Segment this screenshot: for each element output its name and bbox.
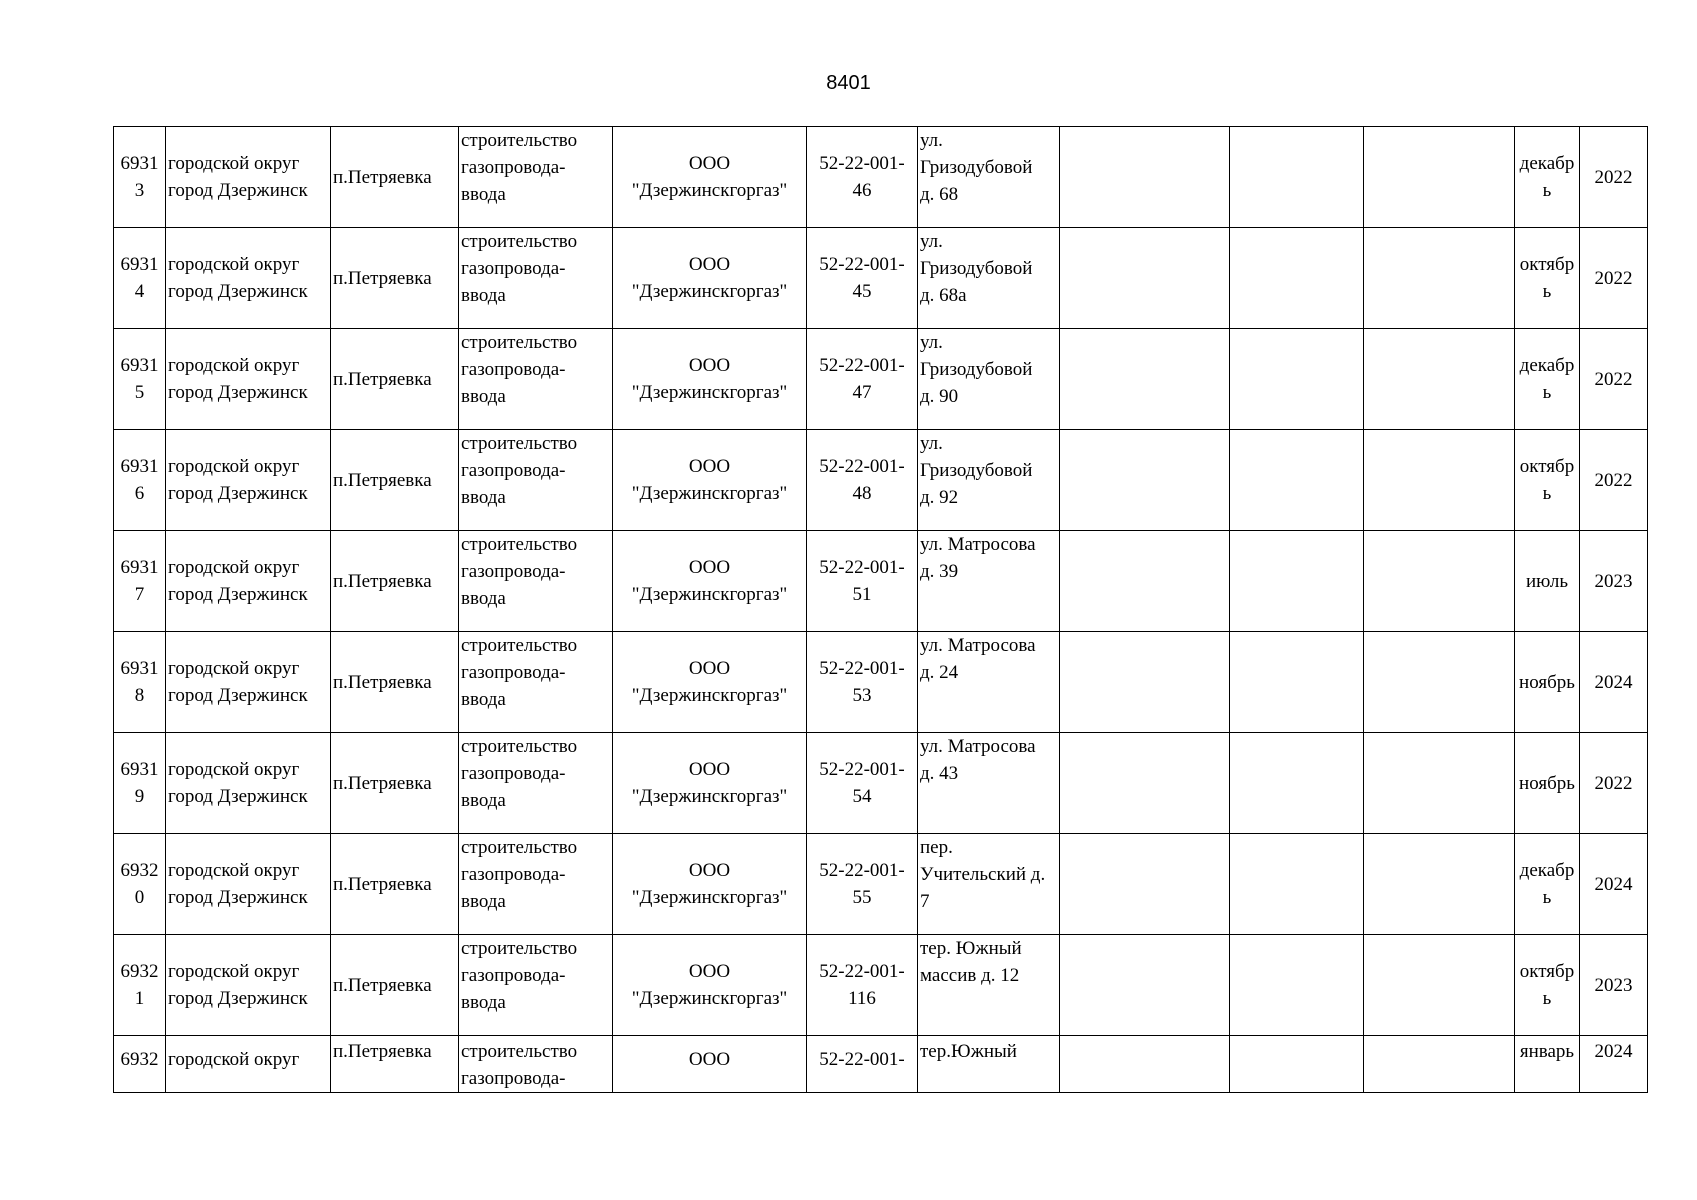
municipal-district-cell <box>166 531 331 632</box>
row-number-cell <box>114 632 166 733</box>
empty-cell-9-cell <box>1230 733 1364 834</box>
empty-cell-10-cell <box>1364 228 1515 329</box>
empty-cell-10-cell <box>1364 127 1515 228</box>
address: ул. Матросова д. 24 <box>920 635 1036 683</box>
empty-cell-10-cell <box>1364 1036 1515 1093</box>
address: ул. Гризодубовой д. 68 <box>920 130 1033 205</box>
organization-cell <box>613 127 807 228</box>
completion-month: январь <box>1519 1041 1575 1062</box>
row-number-cell <box>114 1036 166 1093</box>
work-type-cell <box>459 935 613 1036</box>
empty-cell-8-cell <box>1060 430 1230 531</box>
object-code-cell <box>807 127 918 228</box>
municipal-district-cell <box>166 329 331 430</box>
row-number: 6931 5 <box>120 355 159 403</box>
row-number: 6931 6 <box>120 456 159 504</box>
completion-month: июль <box>1525 570 1569 592</box>
completion-year: 2024 <box>1594 671 1633 693</box>
row-number: 6932 <box>120 1049 159 1070</box>
work-type-cell <box>459 1036 613 1093</box>
completion-month: ноябрь <box>1519 772 1575 794</box>
row-number: 6931 7 <box>120 557 159 605</box>
work-type-cell <box>459 329 613 430</box>
completion-year: 2022 <box>1594 368 1633 390</box>
empty-cell-8-cell <box>1060 733 1230 834</box>
address: ул. Матросова д. 39 <box>920 534 1036 582</box>
work-type-cell <box>459 834 613 935</box>
empty-cell-8-cell <box>1060 228 1230 329</box>
organization-cell <box>613 329 807 430</box>
completion-month-cell <box>1515 834 1580 935</box>
completion-month-cell <box>1515 733 1580 834</box>
completion-month: декабр ь <box>1519 153 1575 201</box>
municipal-district: городской округ город Дзержинск <box>168 254 308 302</box>
locality: п.Петряевка <box>333 267 432 289</box>
organization-cell <box>613 632 807 733</box>
work-type-cell <box>459 531 613 632</box>
organization: ООО "Дзержинскгоргаз" <box>631 759 788 807</box>
empty-cell-8-cell <box>1060 1036 1230 1093</box>
work-type: строительство газопровода- ввода <box>461 938 578 1013</box>
row-number-cell <box>114 228 166 329</box>
object-code: 52-22-001- 116 <box>819 961 905 1009</box>
organization-cell <box>613 834 807 935</box>
row-number: 6931 4 <box>120 254 159 302</box>
completion-year-cell <box>1580 935 1648 1036</box>
work-type: строительство газопровода- ввода <box>461 332 578 407</box>
address-cell <box>918 935 1060 1036</box>
completion-year-cell <box>1580 1036 1648 1093</box>
object-code-cell <box>807 632 918 733</box>
organization: ООО "Дзержинскгоргаз" <box>631 355 788 403</box>
address: пер. Учительский д. 7 <box>920 837 1046 912</box>
organization-cell <box>613 531 807 632</box>
object-code-cell <box>807 733 918 834</box>
address: ул. Матросова д. 43 <box>920 736 1036 784</box>
row-number: 6931 9 <box>120 759 159 807</box>
work-type: строительство газопровода- <box>461 1041 578 1089</box>
table-row <box>114 228 1648 329</box>
municipal-district-cell <box>166 430 331 531</box>
completion-year-cell <box>1580 733 1648 834</box>
municipal-district: городской округ город Дзержинск <box>168 153 308 201</box>
empty-cell-9-cell <box>1230 531 1364 632</box>
object-code: 52-22-001- <box>819 1049 905 1070</box>
locality: п.Петряевка <box>333 570 432 592</box>
locality: п.Петряевка <box>333 873 432 895</box>
empty-cell-10-cell <box>1364 733 1515 834</box>
locality: п.Петряевка <box>333 1041 432 1062</box>
organization: ООО "Дзержинскгоргаз" <box>631 254 788 302</box>
row-number: 6931 8 <box>120 658 159 706</box>
organization: ООО "Дзержинскгоргаз" <box>631 456 788 504</box>
municipal-district-cell <box>166 127 331 228</box>
object-code-cell <box>807 228 918 329</box>
empty-cell-10-cell <box>1364 834 1515 935</box>
row-number-cell <box>114 127 166 228</box>
address: тер. Южный массив д. 12 <box>920 938 1022 986</box>
empty-cell-8-cell <box>1060 531 1230 632</box>
empty-cell-9-cell <box>1230 329 1364 430</box>
completion-year-cell <box>1580 228 1648 329</box>
locality-cell <box>331 935 459 1036</box>
municipal-district-cell <box>166 935 331 1036</box>
municipal-district-cell <box>166 632 331 733</box>
locality: п.Петряевка <box>333 671 432 693</box>
completion-month: октябр ь <box>1519 961 1575 1009</box>
completion-month-cell <box>1515 127 1580 228</box>
address-cell <box>918 733 1060 834</box>
object-code: 52-22-001- 45 <box>819 254 905 302</box>
page-number: 8401 <box>826 72 871 94</box>
empty-cell-9-cell <box>1230 1036 1364 1093</box>
locality: п.Петряевка <box>333 974 432 996</box>
work-type: строительство газопровода- ввода <box>461 837 578 912</box>
address-cell <box>918 1036 1060 1093</box>
empty-cell-8-cell <box>1060 834 1230 935</box>
municipal-district: городской округ город Дзержинск <box>168 355 308 403</box>
table-row <box>114 430 1648 531</box>
row-number-cell <box>114 430 166 531</box>
object-code-cell <box>807 531 918 632</box>
empty-cell-9-cell <box>1230 127 1364 228</box>
empty-cell-9-cell <box>1230 834 1364 935</box>
empty-cell-10-cell <box>1364 935 1515 1036</box>
registry-table <box>113 126 1648 1093</box>
organization: ООО <box>688 1049 731 1070</box>
work-type-cell <box>459 632 613 733</box>
completion-month: декабр ь <box>1519 860 1575 908</box>
object-code: 52-22-001- 47 <box>819 355 905 403</box>
table-row <box>114 632 1648 733</box>
municipal-district-cell <box>166 1036 331 1093</box>
object-code: 52-22-001- 55 <box>819 860 905 908</box>
work-type: строительство газопровода- ввода <box>461 736 578 811</box>
completion-month-cell <box>1515 1036 1580 1093</box>
address-cell <box>918 430 1060 531</box>
object-code: 52-22-001- 54 <box>819 759 905 807</box>
municipal-district: городской округ город Дзержинск <box>168 961 308 1009</box>
completion-year: 2024 <box>1594 873 1633 895</box>
row-number-cell <box>114 733 166 834</box>
empty-cell-8-cell <box>1060 127 1230 228</box>
table-row <box>114 834 1648 935</box>
organization: ООО "Дзержинскгоргаз" <box>631 860 788 908</box>
locality: п.Петряевка <box>333 772 432 794</box>
completion-month: декабр ь <box>1519 355 1575 403</box>
organization-cell <box>613 430 807 531</box>
completion-year-cell <box>1580 632 1648 733</box>
locality-cell <box>331 1036 459 1093</box>
address-cell <box>918 228 1060 329</box>
organization-cell <box>613 733 807 834</box>
row-number-cell <box>114 935 166 1036</box>
locality-cell <box>331 228 459 329</box>
row-number-cell <box>114 834 166 935</box>
table-row <box>114 935 1648 1036</box>
completion-year: 2023 <box>1594 570 1633 592</box>
municipal-district: городской округ город Дзержинск <box>168 759 308 807</box>
locality-cell <box>331 834 459 935</box>
row-number: 6931 3 <box>120 153 159 201</box>
organization: ООО "Дзержинскгоргаз" <box>631 961 788 1009</box>
table-row <box>114 531 1648 632</box>
object-code-cell <box>807 329 918 430</box>
organization: ООО "Дзержинскгоргаз" <box>631 658 788 706</box>
row-number: 6932 1 <box>120 961 159 1009</box>
municipal-district: городской округ <box>168 1049 300 1070</box>
work-type-cell <box>459 430 613 531</box>
work-type: строительство газопровода- ввода <box>461 130 578 205</box>
table-row <box>114 733 1648 834</box>
empty-cell-9-cell <box>1230 935 1364 1036</box>
completion-year: 2022 <box>1594 772 1633 794</box>
completion-year-cell <box>1580 531 1648 632</box>
completion-year: 2022 <box>1594 267 1633 289</box>
address: ул. Гризодубовой д. 68а <box>920 231 1033 306</box>
completion-year: 2023 <box>1594 974 1633 996</box>
completion-year-cell <box>1580 430 1648 531</box>
completion-year: 2022 <box>1594 469 1633 491</box>
work-type: строительство газопровода- ввода <box>461 635 578 710</box>
address: ул. Гризодубовой д. 90 <box>920 332 1033 407</box>
address-cell <box>918 329 1060 430</box>
table-row <box>114 329 1648 430</box>
work-type-cell <box>459 733 613 834</box>
municipal-district: городской округ город Дзержинск <box>168 456 308 504</box>
work-type: строительство газопровода- ввода <box>461 231 578 306</box>
locality-cell <box>331 329 459 430</box>
municipal-district: городской округ город Дзержинск <box>168 860 308 908</box>
completion-month: октябр ь <box>1519 254 1575 302</box>
address-cell <box>918 127 1060 228</box>
empty-cell-9-cell <box>1230 430 1364 531</box>
locality: п.Петряевка <box>333 368 432 390</box>
completion-month-cell <box>1515 329 1580 430</box>
address: тер.Южный <box>920 1041 1017 1062</box>
completion-month-cell <box>1515 632 1580 733</box>
completion-year: 2024 <box>1594 1041 1633 1062</box>
locality-cell <box>331 127 459 228</box>
empty-cell-8-cell <box>1060 935 1230 1036</box>
object-code-cell <box>807 935 918 1036</box>
empty-cell-10-cell <box>1364 329 1515 430</box>
empty-cell-9-cell <box>1230 632 1364 733</box>
locality-cell <box>331 531 459 632</box>
municipal-district: городской округ город Дзержинск <box>168 658 308 706</box>
object-code: 52-22-001- 51 <box>819 557 905 605</box>
organization: ООО "Дзержинскгоргаз" <box>631 153 788 201</box>
object-code: 52-22-001- 48 <box>819 456 905 504</box>
work-type-cell <box>459 228 613 329</box>
empty-cell-10-cell <box>1364 632 1515 733</box>
organization-cell <box>613 935 807 1036</box>
completion-month-cell <box>1515 228 1580 329</box>
empty-cell-8-cell <box>1060 632 1230 733</box>
locality: п.Петряевка <box>333 469 432 491</box>
table-row <box>114 127 1648 228</box>
completion-year-cell <box>1580 834 1648 935</box>
completion-month: октябр ь <box>1519 456 1575 504</box>
completion-month-cell <box>1515 935 1580 1036</box>
completion-year: 2022 <box>1594 166 1633 188</box>
empty-cell-10-cell <box>1364 531 1515 632</box>
municipal-district-cell <box>166 834 331 935</box>
row-number: 6932 0 <box>120 860 159 908</box>
organization-cell <box>613 228 807 329</box>
work-type: строительство газопровода- ввода <box>461 534 578 609</box>
locality-cell <box>331 632 459 733</box>
object-code-cell <box>807 430 918 531</box>
row-number-cell <box>114 329 166 430</box>
completion-year-cell <box>1580 329 1648 430</box>
completion-month-cell <box>1515 531 1580 632</box>
address-cell <box>918 632 1060 733</box>
empty-cell-10-cell <box>1364 430 1515 531</box>
object-code: 52-22-001- 53 <box>819 658 905 706</box>
object-code-cell <box>807 834 918 935</box>
locality-cell <box>331 430 459 531</box>
municipal-district-cell <box>166 228 331 329</box>
locality: п.Петряевка <box>333 166 432 188</box>
completion-year-cell <box>1580 127 1648 228</box>
row-number-cell <box>114 531 166 632</box>
empty-cell-9-cell <box>1230 228 1364 329</box>
object-code: 52-22-001- 46 <box>819 153 905 201</box>
address-cell <box>918 834 1060 935</box>
work-type-cell <box>459 127 613 228</box>
empty-cell-8-cell <box>1060 329 1230 430</box>
completion-month-cell <box>1515 430 1580 531</box>
work-type: строительство газопровода- ввода <box>461 433 578 508</box>
organization: ООО "Дзержинскгоргаз" <box>631 557 788 605</box>
municipal-district-cell <box>166 733 331 834</box>
address-cell <box>918 531 1060 632</box>
locality-cell <box>331 733 459 834</box>
organization-cell <box>613 1036 807 1093</box>
object-code-cell <box>807 1036 918 1093</box>
table-row <box>114 1036 1648 1093</box>
address: ул. Гризодубовой д. 92 <box>920 433 1033 508</box>
completion-month: ноябрь <box>1519 671 1575 693</box>
municipal-district: городской округ город Дзержинск <box>168 557 308 605</box>
